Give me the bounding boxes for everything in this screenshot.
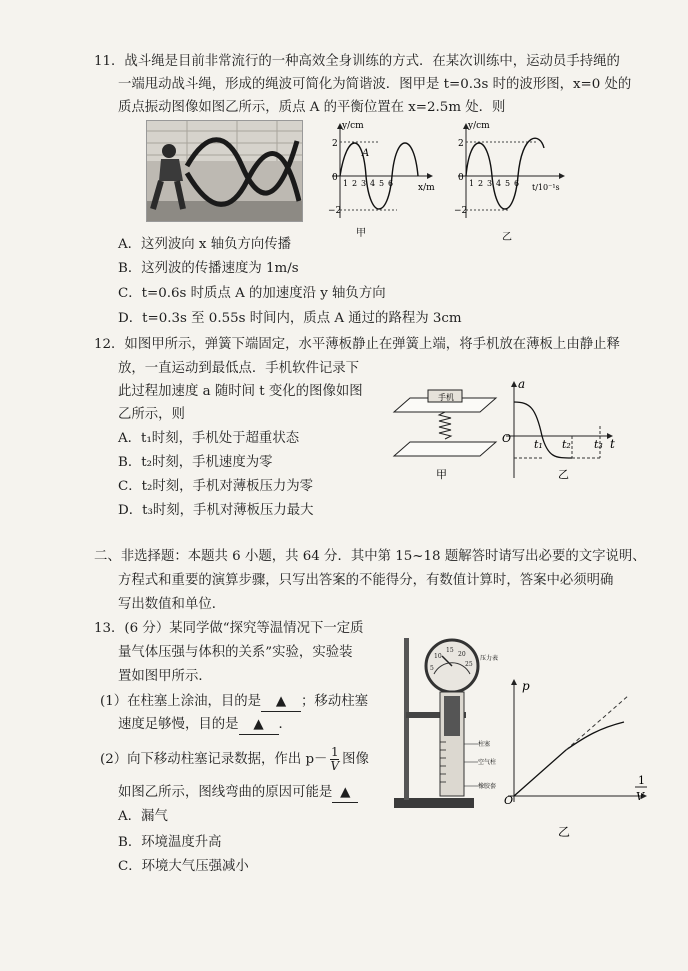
q12-spring-apparatus (388, 382, 506, 482)
q13-sub2-line2: 如图乙所示，图线弯曲的原因可能是 ▲ (118, 784, 358, 803)
q13-line3: 置如图甲所示． (118, 669, 212, 684)
q12-option-a: A．t₁时刻，手机处于超重状态 (118, 431, 300, 446)
q13-option-a: A．漏气 (118, 809, 168, 824)
jia-ymin: −2 (328, 206, 342, 216)
q12-origin: O (502, 432, 512, 445)
yi-caption: 乙 (502, 232, 512, 243)
q11-option-d: D．t=0.3s 至 0.55s 时间内，质点 A 通过的路程为 3cm (118, 311, 462, 326)
q13-line2: 量气体压强与体积的关系”实验，实验装 (118, 645, 353, 660)
jia-origin: 0 (332, 173, 338, 183)
q12-line3: 此过程加速度 a 随时间 t 变化的图像如图 (118, 384, 363, 399)
q12-acceleration-graph (500, 378, 620, 496)
q12-jia-caption: 甲 (436, 468, 447, 481)
section2-line1: 二、非选择题：本题共 6 小题，共 64 分．其中第 15~18 题解答时请写出必要的文字说明、 (94, 549, 646, 564)
q13-origin: O (504, 794, 514, 807)
q11-line1: 11．战斗绳是目前非常流行的一种高效全身训练的方式．在某次训练中，运动员手持绳的 (94, 54, 620, 69)
yi-tick: 4 (496, 179, 502, 188)
jia-ymax: 2 (332, 139, 338, 149)
yi-origin: 0 (458, 173, 464, 183)
yi-ymax: 2 (458, 139, 464, 149)
yi-ylabel: y/cm (468, 121, 490, 131)
jia-caption: 甲 (356, 228, 366, 238)
svg-text:10: 10 (434, 653, 442, 660)
q12-t2: t₂ (562, 438, 571, 451)
q13-option-c: C．环境大气压强减小 (118, 859, 249, 874)
q12-option-d: D．t₃时刻，手机对薄板压力最大 (118, 503, 314, 518)
q13-ylabel: p (522, 679, 530, 693)
q11-option-c: C．t=0.6s 时质点 A 的加速度沿 y 轴负方向 (118, 286, 386, 301)
yi-ymin: −2 (454, 206, 468, 216)
q13-option-b: B．环境温度升高 (118, 835, 222, 850)
battle-rope-photo (146, 120, 303, 222)
jia-xlabel: x/m (418, 183, 435, 193)
q13-line1: 13．(6 分）某同学做“探究等温情况下一定质 (94, 621, 364, 636)
q12-xlabel: t (610, 437, 615, 451)
svg-text:5: 5 (430, 665, 434, 672)
q12-line4: 乙所示，则 (118, 407, 185, 422)
q11-line3: 质点振动图像如图乙所示，质点 A 的平衡位置在 x=2.5m 处．则 (118, 100, 506, 115)
q13-p-v-graph (500, 672, 660, 852)
answer-blank-3[interactable]: ▲ (332, 784, 358, 803)
q13-xlabel-num: 1 (638, 774, 645, 787)
jia-tick: 2 (352, 179, 358, 188)
jia-ylabel: y/cm (342, 121, 364, 131)
jia-tick: 3 (361, 179, 367, 188)
q11-option-b: B．这列波的传播速度为 1m/s (118, 261, 299, 276)
yi-tick: 2 (478, 179, 484, 188)
q13-apparatus (394, 638, 502, 818)
q12-line2: 放，一直运动到最低点．手机软件记录下 (118, 361, 360, 376)
q12-option-b: B．t₂时刻，手机速度为零 (118, 455, 273, 470)
plunger-label: 柱塞 (478, 741, 491, 748)
q12-yi-caption: 乙 (558, 468, 569, 481)
q12-t3: t₃ (594, 438, 603, 451)
section2-line2: 方程式和重要的演算步骤，只写出答案的不能得分，有数值计算时，答案中必须明确 (118, 573, 614, 588)
q13-sub2-line1: (2）向下移动柱塞记录数据，作出 p－ $\frac{1}{V}$ 图像 (100, 745, 369, 773)
yi-tick: 3 (487, 179, 493, 188)
svg-text:20: 20 (458, 651, 466, 658)
q13-yi-caption: 乙 (558, 825, 571, 839)
jia-tick: 6 (388, 179, 394, 188)
rubber-plug-label: 橡胶套 (478, 783, 497, 790)
q13-sub1-line1: (1）在柱塞上涂油，目的是 ▲ ；移动柱塞 (100, 693, 368, 712)
yi-tick: 1 (469, 179, 475, 188)
q11-wave-graph (322, 118, 440, 238)
air-column-label: 空气柱 (478, 759, 497, 766)
svg-text:25: 25 (465, 661, 473, 668)
yi-xlabel: t/10⁻¹s (532, 183, 560, 192)
q12-ylabel: a (518, 378, 526, 391)
q12-line1: 12．如图甲所示，弹簧下端固定，水平薄板静止在弹簧上端，将手机放在薄板上由静止释 (94, 337, 620, 352)
q11-option-a: A．这列波向 x 轴负方向传播 (118, 237, 292, 252)
yi-tick: 5 (505, 179, 511, 188)
jia-tick: 1 (343, 179, 349, 188)
jia-tick: 4 (370, 179, 376, 188)
answer-blank-1[interactable]: ▲ (261, 693, 301, 712)
q11-vibration-graph (450, 118, 570, 243)
phone-label: 手机 (438, 393, 454, 402)
svg-text:15: 15 (446, 647, 454, 654)
q12-t1: t₁ (534, 438, 543, 451)
section2-line3: 写出数值和单位． (118, 597, 226, 612)
jia-tick: 5 (379, 179, 385, 188)
q13-sub1-line2: 速度足够慢，目的是 ▲ ． (118, 716, 292, 735)
q12-option-c: C．t₂时刻，手机对薄板压力为零 (118, 479, 314, 494)
q13-xlabel-den: V (636, 790, 644, 803)
answer-blank-2[interactable]: ▲ (239, 716, 279, 735)
gauge-label: 压力表 (480, 655, 499, 662)
jia-point-a: A (362, 148, 370, 159)
q11-line2: 一端甩动战斗绳，形成的绳波可简化为简谐波．图甲是 t=0.3s 时的波形图，x=0 处的 (118, 77, 632, 92)
yi-tick: 6 (514, 179, 520, 188)
